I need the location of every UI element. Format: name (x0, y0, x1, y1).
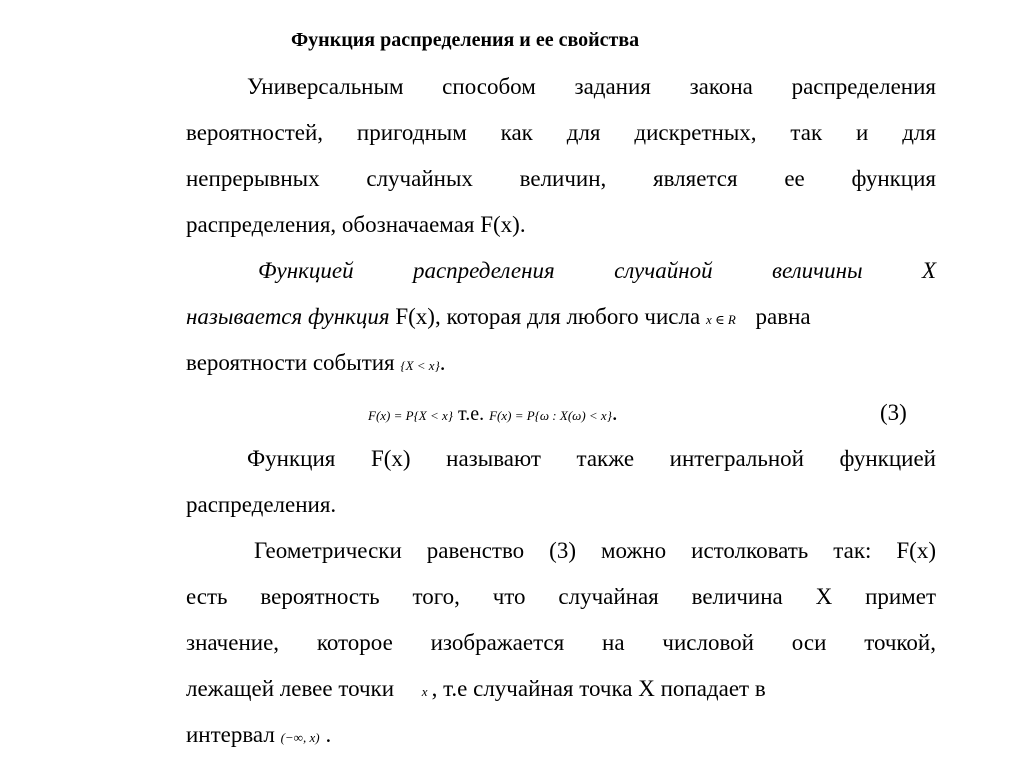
definition-line-1: Функцией распределения случайной величины X (258, 258, 936, 283)
paragraph-1-line-4: распределения, обозначаемая F(x). (186, 212, 526, 237)
paragraph-3-line-5 (186, 720, 936, 753)
paragraph-2-line-2: распределения. (186, 492, 337, 517)
definition-line-3-end: . (439, 350, 446, 375)
paragraph-1-line-3: непрерывных случайных величин, является ее функция (186, 166, 936, 191)
equation-ie: т.е. (452, 403, 490, 425)
paragraph-1-line-1: Универсальным способом задания закона распределения (247, 74, 936, 99)
paragraph-3-line-4-start: лежащей левее точки (186, 676, 400, 701)
definition-end: равна (749, 304, 811, 329)
formula-x-in-r: x ∈ R (705, 312, 736, 327)
paragraph-3-line-4-end: , т.е случайная точка X попадает в (431, 676, 766, 701)
paragraph-3-line-3: значение, которое изображается на числовой оси точкой, (186, 630, 936, 655)
paragraph-3-line-5-end: . (325, 722, 332, 747)
paragraph-3-line-5-start: интервал (186, 722, 281, 747)
definition-line-3-text: вероятности события (186, 350, 401, 375)
page-title: Функция распределения и ее свойства (291, 29, 640, 51)
equation-3 (368, 398, 618, 431)
formula-interval: (−∞, x) (280, 730, 320, 745)
equation-left: F(x) = P{X < x} (368, 408, 453, 423)
paragraph-3-line-2: есть вероятность того, что случайная величина X примет (186, 584, 936, 609)
definition-line-2 (186, 302, 936, 335)
formula-point-x: x (421, 684, 428, 699)
paragraph-1-line-2: вероятностей, пригодным как для дискретных, так и для (186, 120, 936, 145)
definition-text: F(x), которая для любого числа (389, 304, 706, 329)
formula-event: {X < x} (400, 358, 440, 373)
paragraph-3-line-1: Геометрически равенство (3) можно истолковать так: F(x) (254, 538, 936, 563)
definition-line-3 (186, 348, 936, 381)
equation-number: (3) (880, 400, 907, 425)
equation-end: . (611, 400, 618, 425)
paragraph-3-line-4 (186, 674, 936, 707)
definition-italic-text: называется функция (186, 304, 390, 329)
paragraph-2-line-1: Функция F(x) называют также интегральной функцией (247, 446, 936, 471)
equation-right: F(x) = P{ω : X(ω) < x} (489, 408, 612, 423)
